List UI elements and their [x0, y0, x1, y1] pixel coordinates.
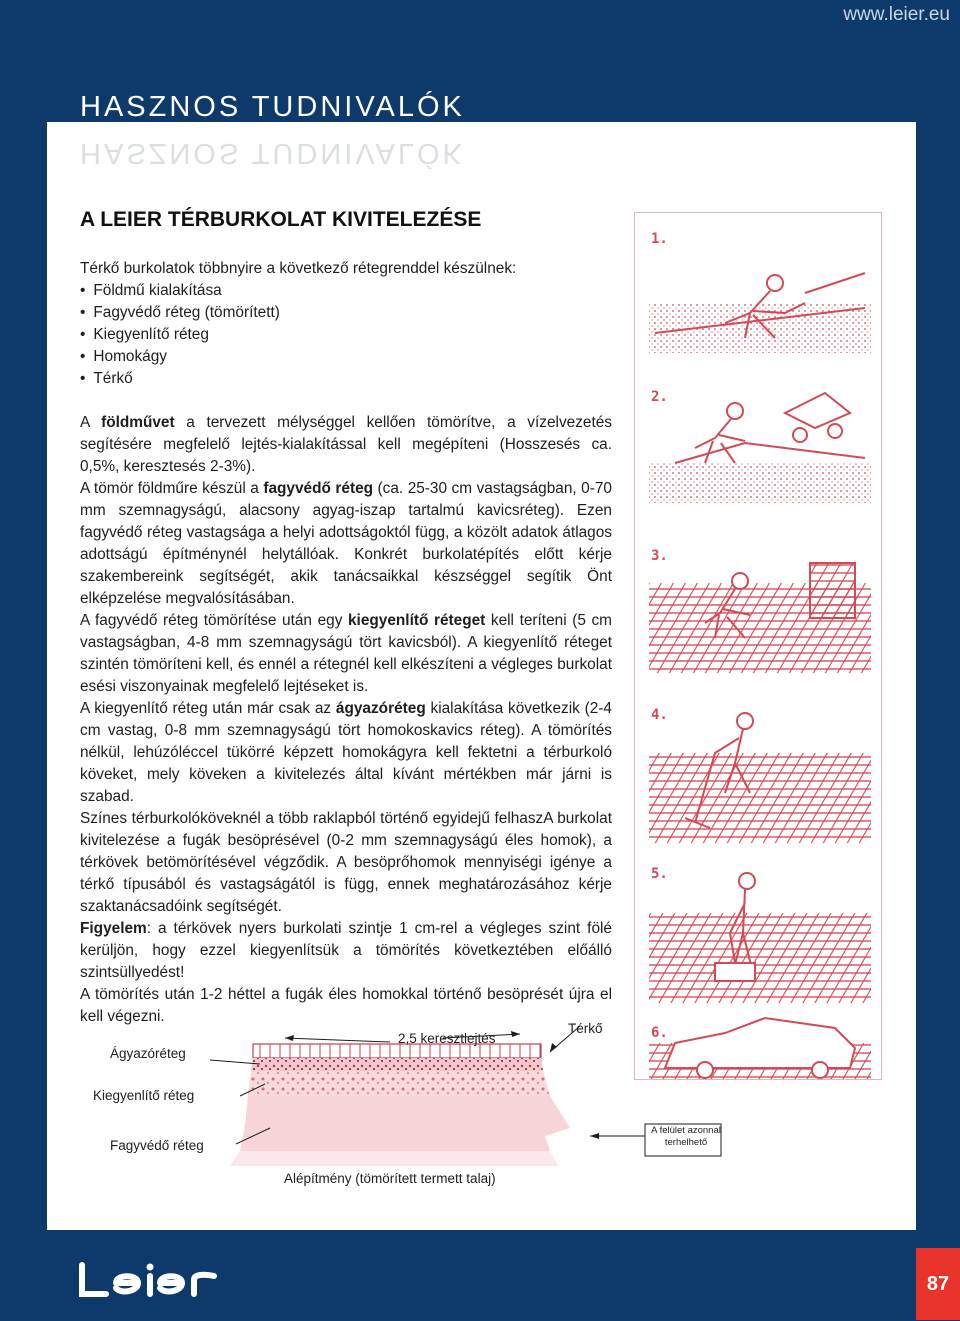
article-body: [80, 258, 612, 1028]
left-border: [0, 122, 47, 1230]
subgrade-layer: [230, 1151, 558, 1166]
bedding-layer: [251, 1058, 543, 1071]
step-number: 5.: [651, 866, 668, 882]
site-url[interactable]: www.leier.eu: [843, 4, 950, 25]
levelling-label: Kiegyenlítő réteg: [93, 1088, 195, 1103]
right-border: [916, 122, 960, 1230]
layer-diagram: [80, 1016, 840, 1196]
list-item: • Homokágy: [80, 346, 612, 368]
list-item: • Térkő: [80, 368, 612, 390]
paragraph-foldmu: A földművet a tervezett mélységgel kellően tömörítve, a vízelvezetés segítésére megfelelő lejtés-kialakítással kell megépíteni (Hosszesés ca. 0,5%, keresztesés 2-3%).: [80, 414, 612, 475]
page-heading: A LEIER TÉRBURKOLAT KIVITELEZÉSE: [80, 208, 482, 231]
paragraph-kiegyenlito: A fagyvédő réteg tömörítése után egy kiegyenlítő réteget kell teríteni (5 cm vastagságban, 4-8 mm szemnagyságú tört kavicsból). A kiegyenlítő réteget szintén tömöríteni kell, és ennél a rétegnél kell elkészíteni a végleges burkolat esési viszonyainak megfelelő lejtéseket is.: [80, 612, 613, 695]
paragraph-fagyvedo: A tömör földműre készül a fagyvédő réteg (ca. 25-30 cm vastagságban, 0-70 mm szemnagyságú, alacsony agyag-iszap tartalmú kavicsréteg). Ezen fagyvédő réteg vastagsága a helyi adottságoktól függ, a közölt adatok átlagos adottságú építménynél helytállóak. Konkrét burkolatépítés előtt kérje szakembereink segítségét, akik tanácsaikkal készséggel segítik Önt elképzelése megvalósításában.: [80, 480, 612, 607]
page-number: 87: [916, 1248, 960, 1320]
frost-label: Fagyvédő réteg: [110, 1138, 204, 1153]
paragraph-agyazo: A kiegyenlítő réteg után már csak az ágyazóréteg kialakítása következik (2-4 cm vastag, 0-8 mm szemnagyságú tört homokoskavics réteg). A tömörítés nélkül, lehúzóléccel tükörré képzett homokágyra kell fektetni a térburkoló köveket, mely köveken a kivitelezés által kívánt mértékben már járni is szabad.: [80, 700, 612, 805]
list-item: • Fagyvédő réteg (tömörített): [80, 302, 612, 324]
paragraph-figyelem: Figyelem: a térkövek nyers burkolati szintje 1 cm-rel a végleges szint fölé kerüljön, hogy ezzel kiegyenlítsük a tömörítés következtében előálló szintsüllyedést!: [80, 920, 612, 981]
pavers-layer: [253, 1044, 541, 1058]
step-number: 3.: [651, 548, 668, 564]
paver-label: Térkő: [568, 1021, 603, 1036]
load-callout: A felület azonnal terhelhető: [651, 1125, 721, 1148]
step-number: 6.: [651, 1025, 668, 1041]
subgrade-label: Alépítmény (tömörített termett talaj): [284, 1171, 496, 1186]
list-item: • Kiegyenlítő réteg: [80, 324, 612, 346]
bedding-label: Ágyazóréteg: [110, 1046, 186, 1061]
paragraph-besopres: A tömörítés után 1-2 héttel a fugák éles homokkal történő besöprését újra el kell végezni.: [80, 986, 612, 1025]
section-title-reflection: HASZNOS TUDNIVALÓK: [80, 137, 465, 169]
list-item: • Földmű kialakítása: [80, 280, 612, 302]
leier-logo[interactable]: [78, 1262, 218, 1303]
step-number: 4.: [651, 707, 668, 723]
section-title: HASZNOS TUDNIVALÓK: [80, 91, 465, 123]
slope-label: 2,5 keresztlejtés: [398, 1031, 496, 1046]
intro-text: Térkő burkolatok többnyire a következő rétegrenddel készülnek:: [80, 260, 517, 277]
step-number: 1.: [651, 231, 668, 247]
installation-steps-illustration: [634, 212, 882, 1080]
layer-list: [80, 280, 612, 390]
step-number: 2.: [651, 389, 668, 405]
levelling-layer: [248, 1071, 550, 1096]
paragraph-fugak: Színes térburkolóköveknél a több raklapból történő egyidejű felhaszA burkolat kivitelezése a fugák besöprésével (0-2 mm szemnagyságú éles homok), a térkövek betömörítésével végződik. A besöprőhomok mennyiségi igénye a térkő típusából és vastagságától is függ, ennek meghatározásához kérje szaktanácsadóink segítségét.: [80, 810, 612, 915]
frost-layer: [240, 1096, 570, 1151]
